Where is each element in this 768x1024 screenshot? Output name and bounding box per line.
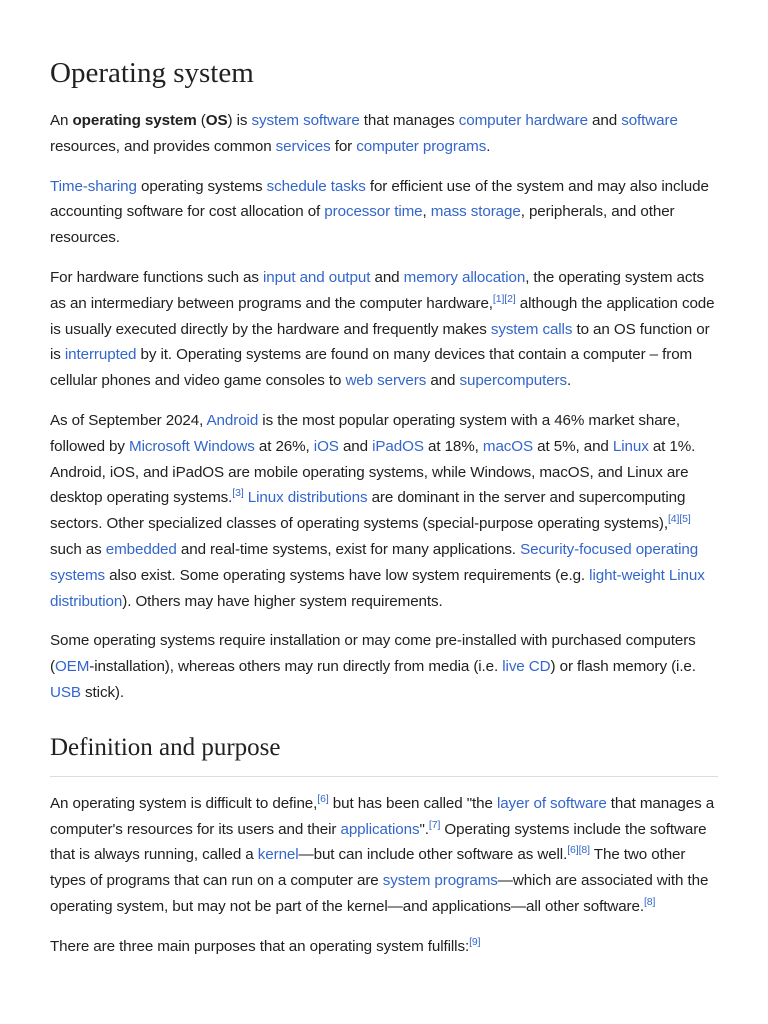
citation [232, 487, 243, 499]
wiki-link[interactable]: system programs [382, 872, 498, 890]
wiki-link[interactable]: schedule tasks [266, 177, 366, 195]
citation [579, 844, 590, 856]
wiki-link[interactable]: memory allocation [403, 268, 526, 286]
text-run: and [587, 112, 622, 129]
citation-link[interactable]: [7] [428, 818, 441, 831]
page-title: Operating system [50, 57, 254, 89]
wiki-link[interactable]: Linux [612, 437, 649, 455]
text-run: and [370, 268, 404, 286]
text-run: at 5%, and [533, 437, 613, 455]
text-run: ). Others may have higher system requirements. [122, 592, 443, 610]
citation-link[interactable]: [8] [578, 844, 590, 857]
wiki-link[interactable]: processor time [324, 203, 423, 221]
text-run: are dominant in the server and supercomputing sectors. Other specialized classes of operating systems (special-purpose operating systems), [50, 489, 686, 533]
citation [567, 844, 578, 856]
citation [317, 793, 328, 805]
text-run: such as [50, 540, 106, 558]
text-run: , the operating system acts as an intermediary between programs and the computer hardware, [50, 268, 704, 312]
text-run: operating systems [136, 177, 267, 195]
wiki-link[interactable]: Linux distributions [247, 489, 368, 507]
wiki-link[interactable]: Security-focused operating systems [50, 540, 699, 584]
wiki-link[interactable]: system calls [490, 320, 573, 338]
citation-link[interactable]: [8] [643, 895, 656, 908]
text-run: As of September 2024, [50, 411, 207, 429]
paragraph [50, 628, 718, 705]
text-run: ) or flash memory (i.e. [550, 658, 696, 676]
text-run: ". [419, 820, 429, 838]
text-run: —but can include other software as well. [298, 846, 568, 864]
citation-link[interactable]: [2] [504, 292, 516, 305]
citation-link[interactable]: [5] [679, 513, 691, 526]
text-run: that manages [359, 112, 459, 129]
text-run: The two other types of programs that can run on a computer are [50, 846, 686, 890]
text-run: and [426, 372, 460, 390]
citation-link[interactable]: [9] [469, 935, 481, 948]
text-run: although the application code is usually executed directly by the hardware and frequently makes [50, 294, 715, 338]
text-run: resources, and provides common [50, 137, 276, 155]
wiki-link[interactable]: Microsoft Windows [129, 437, 255, 455]
intro-body [50, 108, 718, 706]
text-run: , peripherals, and other resources. [50, 203, 675, 247]
section-heading: Definition and purpose [50, 732, 718, 777]
text-run: There are three main purposes that an operating system fulfills: [50, 937, 470, 955]
text-run: Some operating systems require installation or may come pre-installed with purchased computers ( [50, 632, 696, 676]
wiki-link[interactable]: interrupted [64, 346, 137, 364]
wiki-link[interactable]: embedded [105, 540, 177, 558]
wiki-link[interactable]: supercomputers [459, 372, 567, 390]
citation-link[interactable]: [3] [232, 487, 244, 500]
citation [504, 293, 515, 305]
citation-link[interactable]: [1] [492, 292, 505, 305]
wiki-link[interactable]: computer hardware [458, 112, 588, 129]
citation [644, 896, 655, 908]
text-run: by it. Operating systems are found on many devices that contain a computer – from cellular phones and video game consoles to [50, 346, 693, 390]
wiki-link[interactable]: layer of software [496, 794, 607, 812]
paragraph [50, 791, 718, 920]
text-run: but has been called "the [328, 794, 497, 812]
wiki-link[interactable]: Android [206, 411, 259, 429]
wiki-link[interactable]: computer programs [356, 137, 487, 155]
text-run: and [338, 437, 373, 455]
text-run: at 1%. Android, iOS, and iPadOS are mobile operating systems, while Windows, macOS, and Linux are desktop operating systems. [50, 437, 696, 507]
paragraph [50, 108, 718, 160]
citation [469, 936, 480, 948]
paragraph [50, 174, 718, 251]
text-run: and real-time systems, exist for many applications. [176, 540, 521, 558]
wiki-link[interactable]: macOS [482, 437, 534, 455]
paragraph [50, 408, 718, 614]
bold-term: OS [205, 112, 228, 129]
text-run: . [567, 372, 572, 390]
text-run: ( [196, 112, 206, 129]
text-run: . [486, 137, 491, 155]
text-run: is the most popular operating system with a 46% market share, followed by [50, 411, 680, 455]
wiki-link[interactable]: software [621, 112, 678, 129]
text-run: at 26%, [254, 437, 314, 455]
wiki-link[interactable]: web servers [345, 372, 427, 390]
section-body [50, 791, 718, 960]
text-run: An [50, 112, 73, 129]
text-run: for [330, 137, 357, 155]
wiki-link[interactable]: system software [251, 112, 360, 129]
wiki-link[interactable]: USB [50, 683, 81, 701]
wiki-link[interactable]: iOS [313, 437, 339, 455]
wiki-link[interactable]: input and output [263, 268, 371, 286]
paragraph [50, 265, 718, 394]
citation-link[interactable]: [4] [667, 513, 680, 526]
text-run: ) is [227, 112, 252, 129]
wiki-link[interactable]: applications [340, 820, 420, 838]
citation-link[interactable]: [6] [317, 792, 329, 805]
wiki-link[interactable]: light-weight Linux distribution [50, 566, 705, 610]
citation [429, 818, 440, 830]
text-run: also exist. Some operating systems have low system requirements (e.g. [105, 566, 590, 584]
text-run: that manages a computer's resources for its users and their [50, 794, 715, 838]
text-run: to an OS function or is [50, 320, 710, 364]
text-run: An operating system is difficult to define, [50, 794, 318, 812]
text-run: —which are associated with the operating system, but may not be part of the kernel—and applications—all other software. [50, 872, 709, 915]
text-run: for efficient use of the system and may also include accounting software for cost allocation of [50, 177, 709, 221]
wiki-link[interactable]: kernel [257, 846, 299, 864]
paragraph [50, 934, 718, 960]
wiki-link[interactable]: Time-sharing [50, 177, 137, 195]
citation [668, 513, 679, 525]
citation [493, 293, 504, 305]
wiki-link[interactable]: OEM [54, 658, 90, 676]
text-run: -installation), whereas others may run directly from media (i.e. [89, 658, 503, 676]
text-run: at 18%, [423, 437, 483, 455]
wiki-link[interactable]: iPadOS [372, 437, 424, 455]
text-run: For hardware functions such as [50, 268, 264, 286]
wiki-link[interactable]: mass storage [430, 203, 521, 221]
wiki-link[interactable]: live CD [502, 658, 551, 676]
text-run: , [422, 203, 431, 221]
text-run: Operating systems include the software that is always running, called a [50, 820, 707, 864]
citation [679, 513, 690, 525]
text-run: stick). [80, 683, 125, 701]
wiki-link[interactable]: services [275, 137, 331, 155]
bold-term: operating system [72, 112, 197, 129]
citation-link[interactable]: [6] [567, 844, 579, 857]
